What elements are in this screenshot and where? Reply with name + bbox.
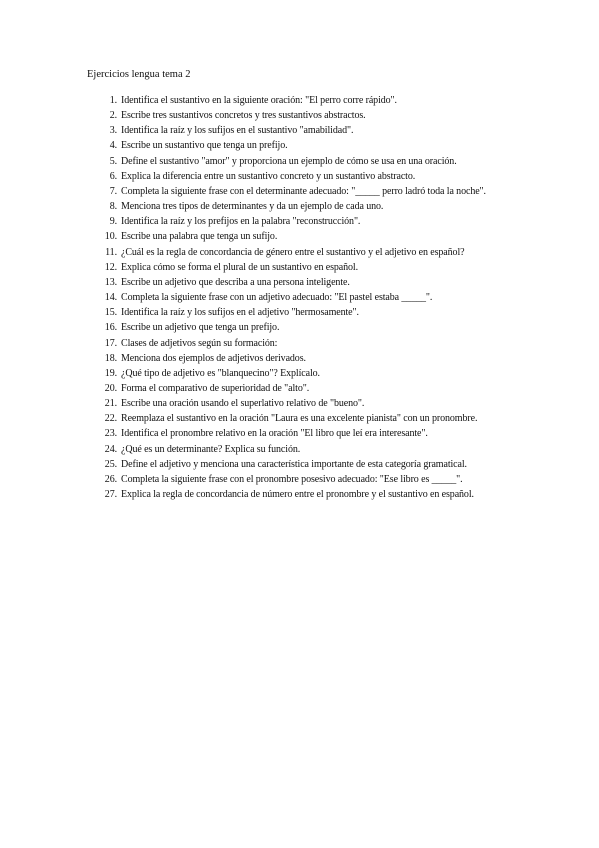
exercise-text: Completa la siguiente frase con el determinante adecuado: "_____ perro ladró toda la noche". — [121, 185, 486, 197]
exercise-item — [97, 109, 527, 123]
exercise-item — [97, 215, 527, 229]
exercise-text: Explica cómo se forma el plural de un sustantivo en español. — [121, 261, 358, 273]
exercise-number: 13. — [104, 276, 117, 288]
exercise-text: Escribe un adjetivo que describa a una persona inteligente. — [121, 276, 350, 288]
exercise-text: Identifica el pronombre relativo en la oración "El libro que leí era interesante". — [121, 428, 428, 440]
exercise-number: 3. — [109, 125, 117, 137]
exercise-text: ¿Cuál es la regla de concordancia de género entre el sustantivo y el adjetivo en español? — [121, 246, 465, 258]
exercise-text: ¿Qué tipo de adjetivo es "blanquecino"? Explícalo. — [121, 367, 320, 379]
exercise-text: Menciona tres tipos de determinantes y da un ejemplo de cada uno. — [121, 201, 384, 213]
exercise-item — [97, 94, 527, 108]
exercise-item — [97, 488, 527, 502]
exercise-number: 21. — [104, 398, 117, 410]
exercise-number: 4. — [109, 140, 117, 152]
exercise-text: Identifica la raíz y los sufijos en el sustantivo "amabilidad". — [121, 125, 354, 137]
exercise-item — [97, 412, 527, 426]
exercise-item — [97, 261, 527, 275]
exercise-item — [97, 352, 527, 366]
exercise-text: Completa la siguiente frase con un adjetivo adecuado: "El pastel estaba _____". — [121, 292, 433, 304]
exercise-item — [97, 124, 527, 138]
exercise-item — [97, 306, 527, 320]
exercise-item — [97, 185, 527, 199]
exercise-number: 22. — [104, 413, 117, 425]
exercise-text: Identifica la raíz y los sufijos en el adjetivo "hermosamente". — [121, 307, 359, 319]
exercise-item — [97, 443, 527, 457]
exercise-number: 16. — [104, 322, 117, 334]
exercise-text: Reemplaza el sustantivo en la oración "Laura es una excelente pianista" con un pronombre. — [121, 413, 478, 425]
exercise-text: Define el adjetivo y menciona una característica importante de esta categoría gramatical. — [121, 458, 467, 470]
exercise-text: ¿Qué es un determinante? Explica su función. — [121, 443, 301, 455]
exercise-text: Menciona dos ejemplos de adjetivos derivados. — [121, 352, 306, 364]
exercise-text: Clases de adjetivos según su formación: — [121, 337, 278, 349]
exercise-number: 27. — [104, 489, 117, 501]
exercise-text: Define el sustantivo "amor" y proporciona un ejemplo de cómo se usa en una oración. — [121, 155, 457, 167]
exercise-item — [97, 155, 527, 169]
exercise-item — [97, 337, 527, 351]
exercise-item — [97, 382, 527, 396]
exercise-item — [97, 200, 527, 214]
exercise-number: 8. — [109, 201, 117, 213]
exercise-text: Identifica la raíz y los prefijos en la palabra "reconstrucción". — [121, 216, 361, 228]
exercise-number: 7. — [109, 185, 117, 197]
exercise-number: 26. — [104, 473, 117, 485]
exercise-item — [97, 367, 527, 381]
exercise-text: Identifica el sustantivo en la siguiente oración: "El perro corre rápido". — [121, 95, 397, 106]
exercise-number: 11. — [105, 246, 117, 258]
exercise-item — [97, 291, 527, 305]
exercise-text: Escribe un adjetivo que tenga un prefijo. — [121, 322, 280, 334]
exercise-number: 12. — [104, 261, 117, 273]
exercise-number: 25. — [104, 458, 117, 470]
exercise-number: 5. — [109, 155, 117, 167]
exercise-number: 9. — [109, 216, 117, 228]
exercise-item — [97, 230, 527, 244]
exercise-text: Completa la siguiente frase con el pronombre posesivo adecuado: "Ese libro es _____". — [121, 473, 463, 485]
exercise-number: 17. — [104, 337, 117, 349]
exercise-text: Escribe tres sustantivos concretos y tres sustantivos abstractos. — [121, 110, 366, 122]
exercise-number: 1. — [109, 95, 117, 106]
exercise-number: 15. — [104, 307, 117, 319]
exercise-text: Escribe una palabra que tenga un sufijo. — [121, 231, 278, 243]
exercise-number: 19. — [104, 367, 117, 379]
exercise-number: 24. — [104, 443, 117, 455]
exercise-text: Forma el comparativo de superioridad de "alto". — [121, 382, 310, 394]
exercise-number: 23. — [104, 428, 117, 440]
exercise-text: Explica la regla de concordancia de número entre el pronombre y el sustantivo en español. — [121, 489, 474, 501]
exercise-number: 20. — [104, 382, 117, 394]
exercise-item — [97, 473, 527, 487]
exercise-item — [97, 139, 527, 153]
exercise-number: 2. — [109, 110, 117, 122]
exercise-text: Escribe un sustantivo que tenga un prefijo. — [121, 140, 288, 152]
exercise-number: 18. — [104, 352, 117, 364]
exercise-list — [97, 94, 527, 503]
exercise-item — [97, 170, 527, 184]
exercise-text: Explica la diferencia entre un sustantivo concreto y un sustantivo abstracto. — [121, 170, 416, 182]
exercise-item — [97, 321, 527, 335]
exercise-item — [97, 246, 527, 260]
exercise-item — [97, 427, 527, 441]
exercise-number: 10. — [104, 231, 117, 243]
exercise-number: 14. — [104, 292, 117, 304]
exercise-item — [97, 276, 527, 290]
exercise-text: Escribe una oración usando el superlativo relativo de "bueno". — [121, 398, 365, 410]
exercise-item — [97, 397, 527, 411]
exercise-number: 6. — [109, 170, 117, 182]
document-title: Ejercicios lengua tema 2 — [87, 69, 191, 80]
exercise-item — [97, 458, 527, 472]
